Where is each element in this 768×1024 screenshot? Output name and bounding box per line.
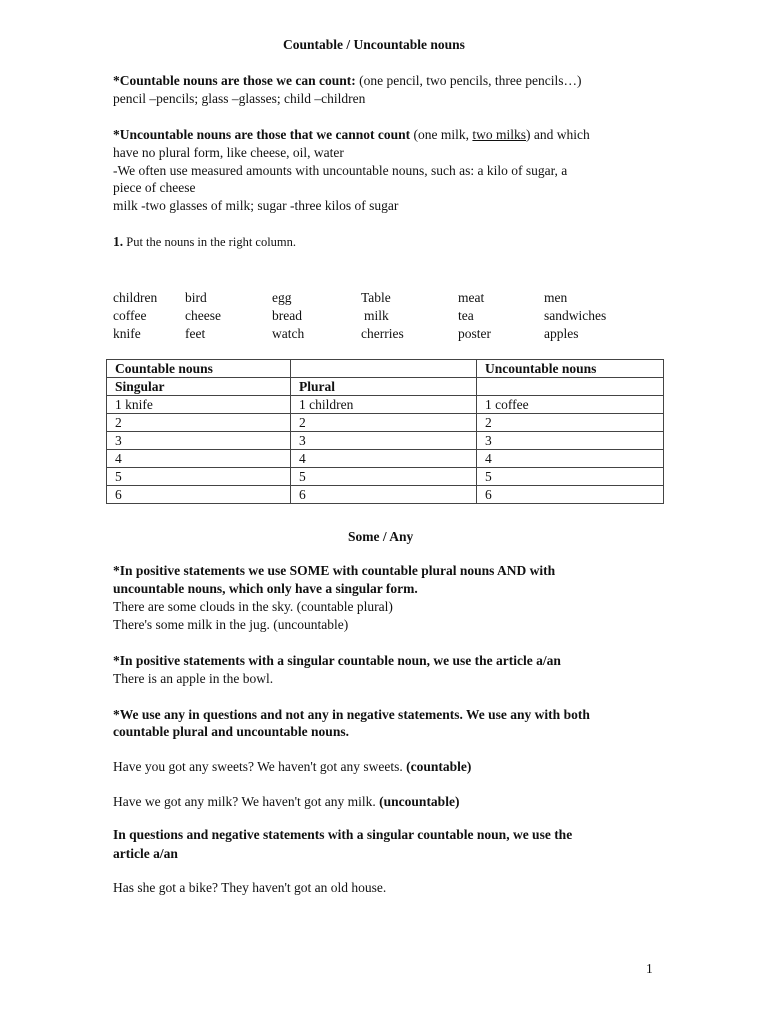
word-bank-item: feet <box>185 326 206 341</box>
countable-examples-line: pencil –pencils; glass –glasses; child –children <box>113 91 366 106</box>
uncountable-heading: *Uncountable nouns are those that we cannot count <box>113 127 411 142</box>
table-cell: 4 <box>107 450 291 468</box>
word-bank-item: coffee <box>113 308 147 323</box>
table-cell: 3 <box>107 432 291 450</box>
table-row <box>107 432 664 450</box>
some-rule-line-1: *In positive statements we use SOME with countable plural nouns AND with <box>113 563 556 578</box>
table-cell: 5 <box>477 468 664 486</box>
question-negative-rule-line-2: article a/an <box>113 846 178 861</box>
table-cell: 2 <box>477 414 664 432</box>
table-header-cell <box>291 360 477 378</box>
word-bank-item: sandwiches <box>544 308 607 323</box>
word-bank-item: egg <box>272 290 292 305</box>
uncountable-example-b: ) and which <box>526 127 590 142</box>
any-example-countable-text: Have you got any sweets? We haven't got any sweets. <box>113 759 407 774</box>
question-negative-rule-line-1: In questions and negative statements with a singular countable noun, we use the <box>113 827 573 842</box>
table-cell: 5 <box>291 468 477 486</box>
table-row <box>107 450 664 468</box>
any-example-uncountable-text: Have we got any milk? We haven't got any milk. <box>113 794 380 809</box>
exercise-instruction-text: Put the nouns in the right column. <box>123 235 297 249</box>
table-subheader-cell <box>477 378 664 396</box>
word-bank-item: tea <box>458 308 474 323</box>
any-example-uncountable <box>113 793 459 811</box>
word-bank-item: cherries <box>361 326 404 341</box>
table-cell: 3 <box>477 432 664 450</box>
word-bank-item: men <box>544 290 568 305</box>
table-cell: 1 children <box>291 396 477 414</box>
nouns-table <box>106 359 664 504</box>
table-cell: 1 coffee <box>477 396 664 414</box>
uncountable-example-underlined: two milks <box>472 127 527 142</box>
any-example-countable-tag: (countable) <box>406 759 472 774</box>
word-bank-item: Table <box>361 290 391 305</box>
table-row <box>107 468 664 486</box>
uncountable-line-4: piece of cheese <box>113 180 196 195</box>
word-bank-item: children <box>113 290 158 305</box>
word-bank-item: watch <box>272 326 305 341</box>
uncountable-line-2: have no plural form, like cheese, oil, water <box>113 145 344 160</box>
uncountable-line-5: milk -two glasses of milk; sugar -three kilos of sugar <box>113 198 399 213</box>
countable-heading: *Countable nouns are those we can count: <box>113 73 356 88</box>
countable-definition <box>113 72 581 90</box>
table-subheader-row <box>107 378 664 396</box>
some-any-title: Some / Any <box>348 529 414 544</box>
some-example-2: There's some milk in the jug. (uncountable) <box>113 617 349 632</box>
table-header-row <box>107 360 664 378</box>
word-bank-item: bread <box>272 308 302 323</box>
uncountable-definition <box>113 126 590 144</box>
table-cell: 3 <box>291 432 477 450</box>
countable-example: (one pencil, two pencils, three pencils…) <box>355 73 582 88</box>
table-subheader-cell: Singular <box>107 378 291 396</box>
word-bank-item: poster <box>458 326 491 341</box>
page-number: 1 <box>646 961 653 976</box>
article-example: There is an apple in the bowl. <box>113 671 274 686</box>
question-negative-example: Has she got a bike? They haven't got an old house. <box>113 880 387 895</box>
word-bank-item: knife <box>113 326 141 341</box>
uncountable-example-a: (one milk, <box>410 127 473 142</box>
table-cell: 2 <box>291 414 477 432</box>
any-rule-line-1: *We use any in questions and not any in negative statements. We use any with both <box>113 707 590 722</box>
table-cell: 6 <box>107 486 291 504</box>
word-bank-item: cheese <box>185 308 221 323</box>
table-header-cell: Countable nouns <box>107 360 291 378</box>
table-cell: 6 <box>291 486 477 504</box>
table-cell: 1 knife <box>107 396 291 414</box>
exercise-number: 1. <box>113 234 124 249</box>
any-example-uncountable-tag: (uncountable) <box>379 794 460 809</box>
some-rule-line-2: uncountable nouns, which only have a singular form. <box>113 581 418 596</box>
page-title: Countable / Uncountable nouns <box>283 37 465 52</box>
exercise-instruction <box>113 233 296 251</box>
table-row <box>107 396 664 414</box>
table-row <box>107 486 664 504</box>
any-example-countable <box>113 758 471 776</box>
any-rule-line-2: countable plural and uncountable nouns. <box>113 724 349 739</box>
word-bank-item: milk <box>364 308 389 323</box>
some-example-1: There are some clouds in the sky. (countable plural) <box>113 599 393 614</box>
article-rule: *In positive statements with a singular countable noun, we use the article a/an <box>113 653 561 668</box>
table-cell: 6 <box>477 486 664 504</box>
table-cell: 5 <box>107 468 291 486</box>
table-cell: 2 <box>107 414 291 432</box>
uncountable-line-3: -We often use measured amounts with uncountable nouns, such as: a kilo of sugar, a <box>113 163 568 178</box>
table-subheader-cell: Plural <box>291 378 477 396</box>
word-bank-item: bird <box>185 290 207 305</box>
word-bank-item: apples <box>544 326 579 341</box>
word-bank-item: meat <box>458 290 485 305</box>
table-cell: 4 <box>477 450 664 468</box>
table-row <box>107 414 664 432</box>
table-cell: 4 <box>291 450 477 468</box>
table-header-cell: Uncountable nouns <box>477 360 664 378</box>
